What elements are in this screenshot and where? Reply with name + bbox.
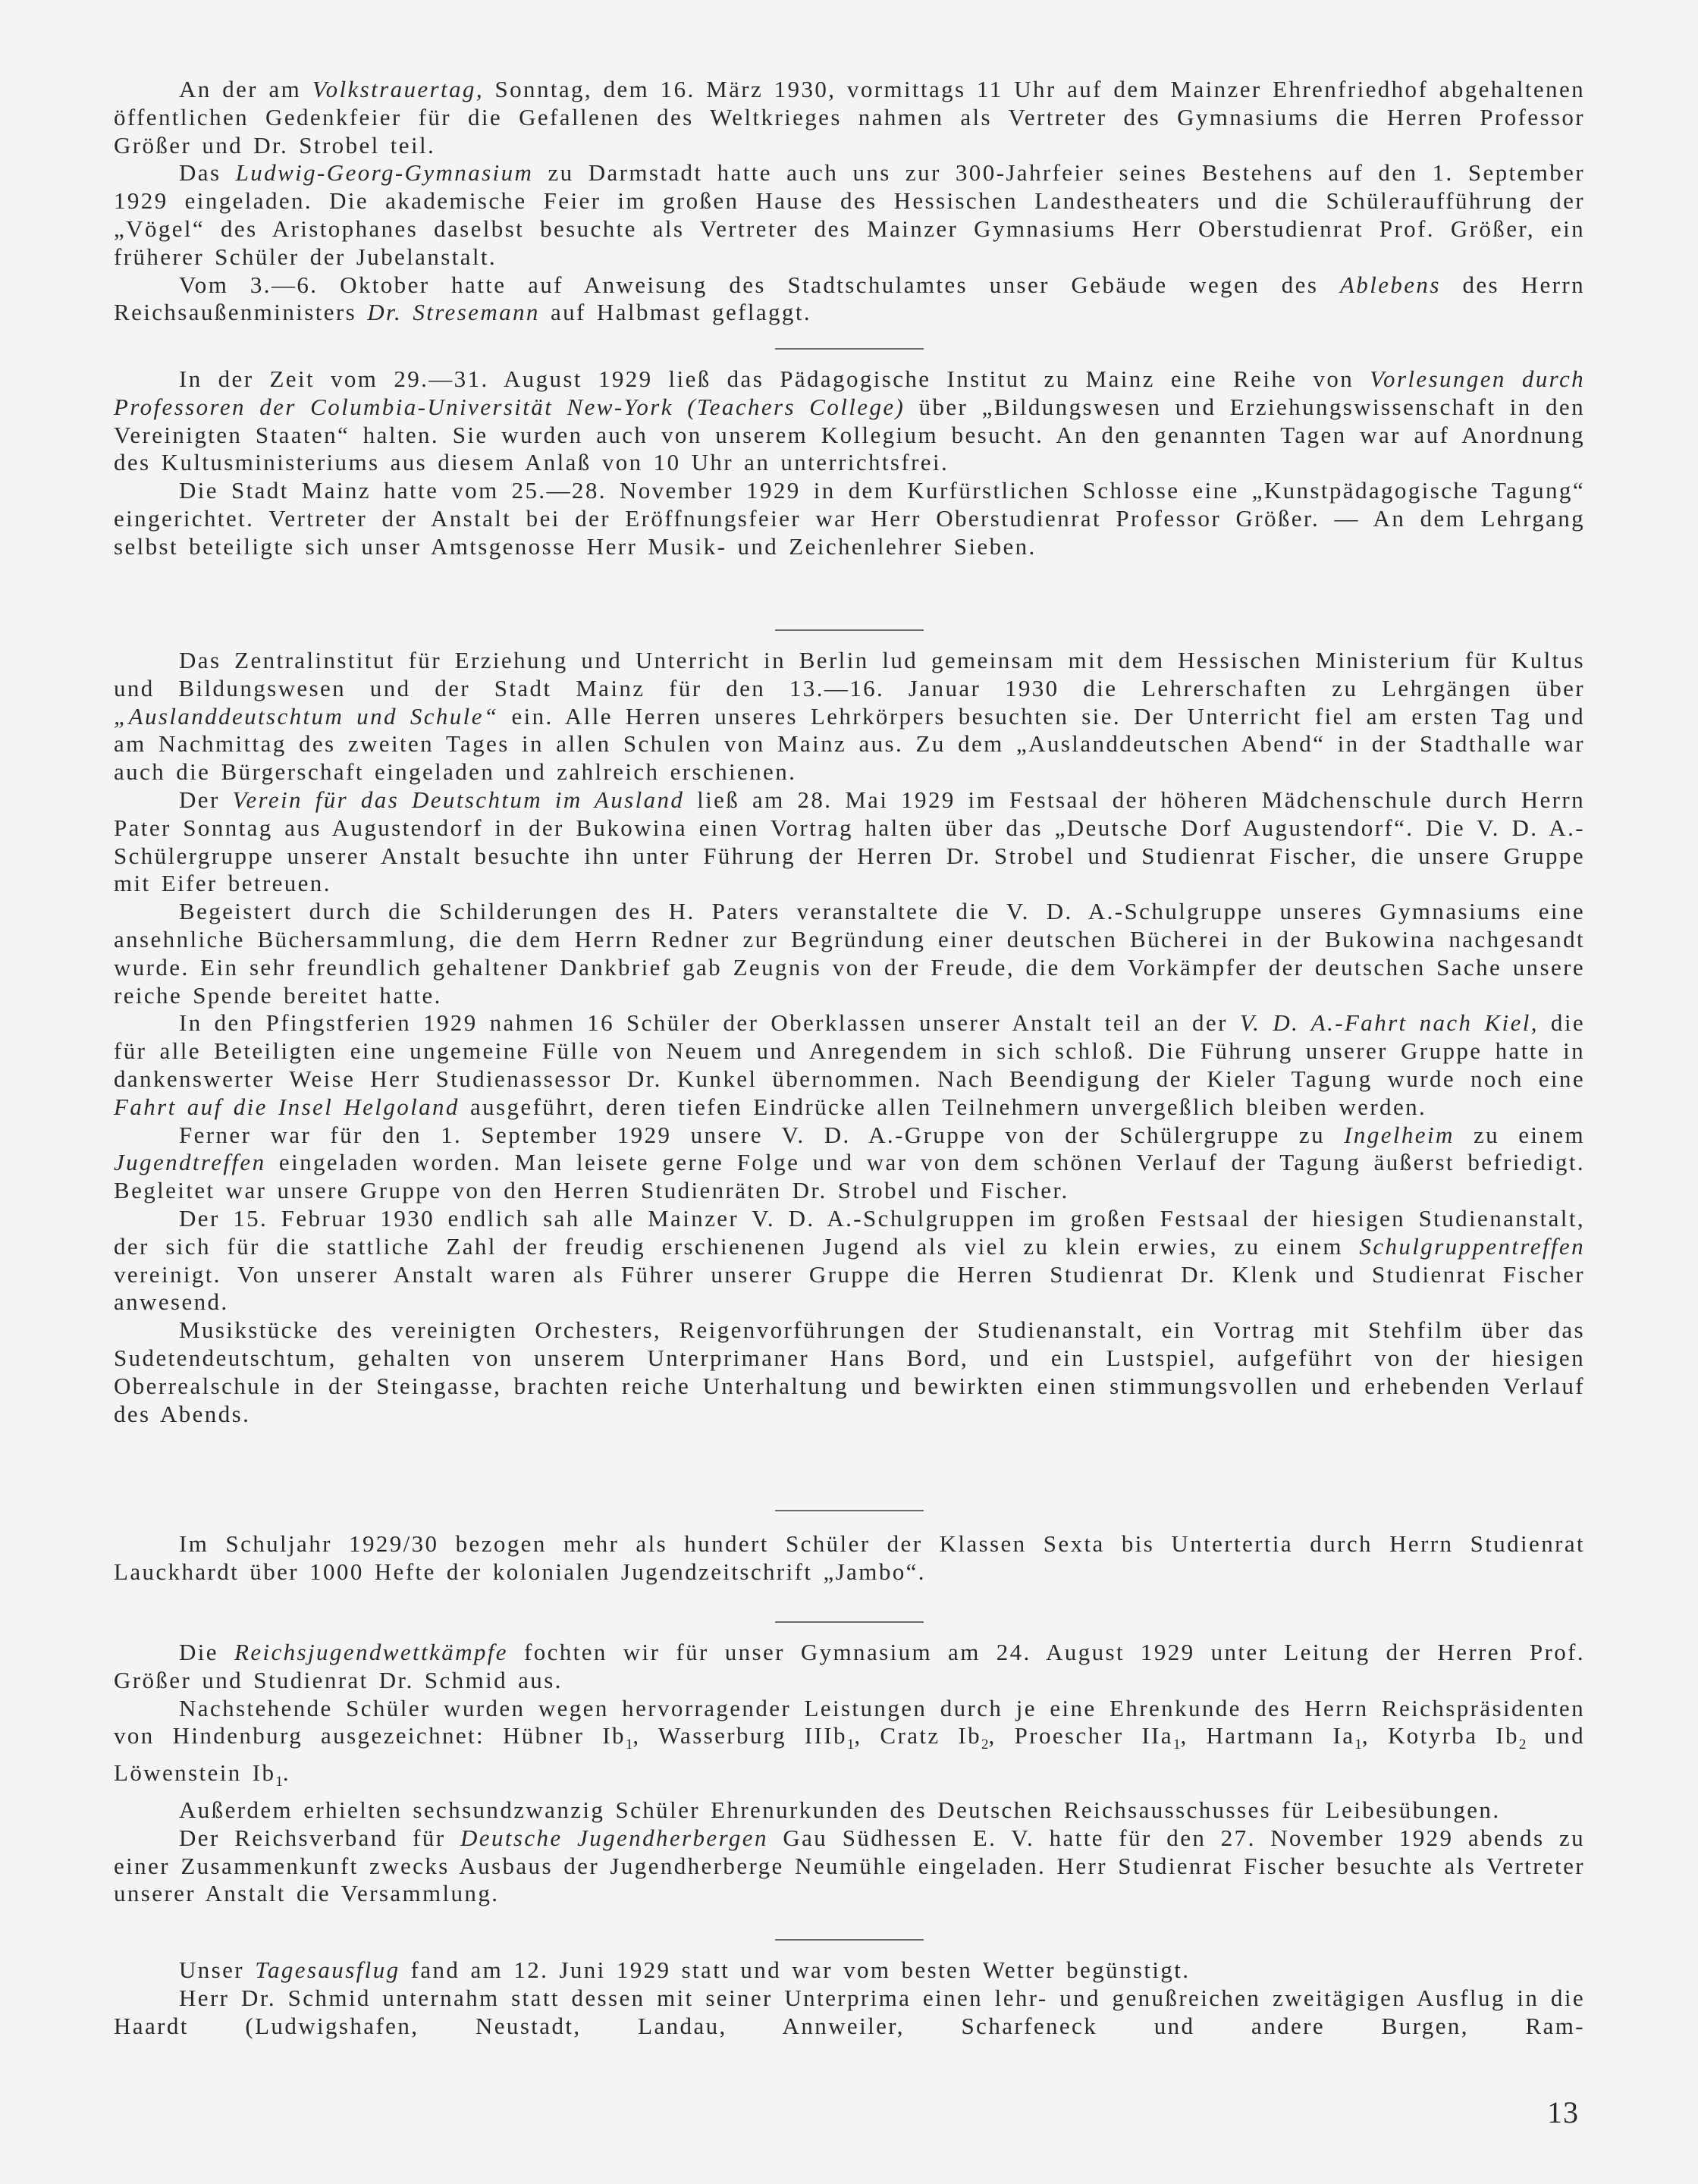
emphasis-text: Ablebens bbox=[1339, 271, 1441, 298]
paragraph bbox=[114, 1796, 1585, 1825]
body-text: zu Darmstadt hatte auch uns zur 300-Jahrfeier seines Bestehens auf den 1. September 1929 eingeladen. Die akademische Feier im großen Hause des Hessischen Landestheaters und die Schüleraufführung der „Vögel“ des Aristophanes daselbst besuchte als Vertreter des Mainzer Gymnasiums Herr Oberstudienrat Prof. Größer, ein früherer Schüler der Jubelanstalt. bbox=[114, 159, 1586, 270]
body-text: In der Zeit vom 29.—31. August 1929 ließ das Pädagogische Institut zu Mainz eine Reihe von bbox=[179, 366, 1370, 392]
section-jambo bbox=[114, 1530, 1585, 1586]
section-divider bbox=[775, 1510, 924, 1511]
body-text: , Kotyrba Ib bbox=[1361, 1722, 1519, 1749]
body-text: Musikstücke des vereinigten Orchesters, Reigenvorführungen der Studienanstalt, ein Vortrag mit Stehfilm über das Sudetendeutschtum, gehalten von unserem Unterprimaner Hans Bord, und ein Lustspiel, aufgeführt von der hiesigen Oberrealschule in der Steingasse, brachten reiche Unterhaltung und bewirkten einen stimmungsvollen und erhebenden Verlauf des Abends. bbox=[114, 1316, 1585, 1427]
paragraph bbox=[114, 1639, 1585, 1695]
paragraph bbox=[114, 1825, 1585, 1908]
body-text: fochten wir für unser Gymnasium am 24. August 1929 unter Leitung der Herren Prof. Größer und Studienrat Dr. Schmid aus. bbox=[114, 1639, 1585, 1693]
paragraph bbox=[114, 898, 1585, 1009]
body-text: Ferner war für den 1. September 1929 unsere V. D. A.-Gruppe von der Schülergruppe zu bbox=[179, 1121, 1345, 1148]
body-text: ein. Alle Herren unseres Lehrkörpers besuchten sie. Der Unterricht fiel am ersten Tag und am Nachmittag des zweiten Tages in allen Schulen von Mainz aus. Zu dem „Auslanddeutschen Abend“ in der Stadthalle war auch die Bürgerschaft eingeladen und zahlreich erschienen. bbox=[114, 702, 1585, 786]
body-text: fand am 12. Juni 1929 statt und war vom besten Wetter begünstigt. bbox=[400, 1956, 1191, 1983]
emphasis-text: Tagesausflug bbox=[255, 1956, 400, 1983]
class-subscript: 1 bbox=[1172, 1737, 1181, 1753]
body-text: , Cratz Ib bbox=[854, 1722, 982, 1749]
emphasis-text: Jugendtreffen bbox=[114, 1149, 266, 1176]
emphasis-text: Volkstrauertag, bbox=[312, 76, 484, 102]
body-text: und Löwenstein Ib bbox=[114, 1722, 1585, 1787]
paragraph bbox=[114, 477, 1585, 560]
body-text: des Herrn Reichsaußenministers bbox=[114, 271, 1585, 326]
section-vorlesungen bbox=[114, 366, 1585, 561]
section-tagesausflug bbox=[114, 1956, 1585, 2040]
paragraph bbox=[114, 1205, 1585, 1316]
body-text: , Hartmann Ia bbox=[1180, 1722, 1355, 1749]
body-text: Außerdem erhielten sechsundzwanzig Schüler Ehrenurkunden des Deutschen Reichsausschusses für Leibesübungen. bbox=[179, 1796, 1501, 1823]
body-text: Die bbox=[179, 1639, 234, 1665]
emphasis-text: Fahrt auf die Insel Helgoland bbox=[114, 1093, 460, 1120]
emphasis-text: Ludwig-Georg-Gymnasium bbox=[235, 159, 534, 187]
body-text: Begeistert durch die Schilderungen des H. Paters veranstaltete die V. D. A.-Schulgruppe unseres Gymnasiums eine ansehnliche Büchersammlung, die dem Herrn Redner zur Begründung einer deutschen Bücherei in der Bukowina nachgesandt wurde. Ein sehr freundlich gehaltener Dankbrief gab Zeugnis von der Freude, die dem Vorkämpfer der deutschen Sache unsere reiche Spende bereitet hatte. bbox=[114, 898, 1585, 1009]
page-number: 13 bbox=[1547, 2095, 1579, 2129]
paragraph bbox=[114, 76, 1585, 159]
body-text: die für alle Beteiligten eine ungemeine Fülle von Neuem und Anregendem in sich schloß. Die Führung unserer Gruppe hatte in dankenswerter Weise Herr Studienassessor Dr. Kunkel übernommen. Nach Beendigung der Kieler Tagung wurde noch eine bbox=[114, 1009, 1586, 1092]
paragraph bbox=[114, 159, 1585, 271]
body-text: zu einem bbox=[1454, 1121, 1585, 1148]
body-text: Herr Dr. Schmid unternahm statt dessen mit seiner Unterprima einen lehr- und genußreichen zweitägigen Ausflug in die Haardt (Ludwigshafen, Neustadt, Landau, Annweiler, Scharfeneck und andere Burgen, Ram- bbox=[114, 1984, 1585, 2039]
emphasis-text: Verein für das Deutschtum im Ausland bbox=[232, 786, 685, 813]
body-text: Die Stadt Mainz hatte vom 25.—28. November 1929 in dem Kurfürstlichen Schlosse eine „Kunstpädagogische Tagung“ eingerichtet. Vertreter der Anstalt bei der Eröffnungsfeier war Herr Oberstudienrat Professor Größer. — An dem Lehrgang selbst beteiligte sich unser Amtsgenosse Herr Musik- und Zeichenlehrer Sieben. bbox=[114, 477, 1585, 560]
class-subscript: 1 bbox=[275, 1774, 283, 1790]
class-subscript: 2 bbox=[1518, 1737, 1527, 1753]
body-text: . bbox=[282, 1759, 291, 1787]
emphasis-text: Schulgruppentreffen bbox=[1359, 1232, 1585, 1260]
body-text: Der 15. Februar 1930 endlich sah alle Mainzer V. D. A.-Schulgruppen im großen Festsaal der hiesigen Studienanstalt, der sich für die stattliche Zahl der freudig erschienenen Jugend als viel zu klein erwies, zu einem bbox=[114, 1204, 1585, 1260]
paragraph bbox=[114, 647, 1585, 786]
body-text: auf Halbmast geflaggt. bbox=[539, 299, 811, 326]
emphasis-text: Dr. Stresemann bbox=[367, 299, 540, 326]
body-text: Gau Südhessen E. V. hatte für den 27. November 1929 abends zu einer Zusammenkunft zwecks Ausbaus der Jugendherberge Neumühle eingeladen. Herr Studienrat Fischer besuchte als Vertreter unserer Anstalt die Versammlung. bbox=[114, 1824, 1585, 1907]
body-text: Unser bbox=[179, 1956, 256, 1983]
emphasis-text: Vorlesungen durch Professoren der Columbia-Universität New-York (Teachers College) bbox=[114, 366, 1586, 420]
body-text: Der Reichsverband für bbox=[179, 1824, 460, 1851]
body-text: ausgeführt, deren tiefen Eindrücke allen Teilnehmern unvergeßlich bleiben werden. bbox=[459, 1093, 1427, 1120]
body-text: , Wasserburg IIIb bbox=[632, 1722, 847, 1749]
class-subscript: 1 bbox=[846, 1737, 855, 1753]
emphasis-text: „Auslanddeutschtum und Schule“ bbox=[114, 702, 499, 730]
body-text: Nachstehende Schüler wurden wegen hervorragender Leistungen durch je eine Ehrenkunde des Herrn Reichspräsidenten von Hindenburg ausgezeichnet: Hübner Ib bbox=[114, 1694, 1585, 1749]
body-text: Vom 3.—6. Oktober hatte auf Anweisung des Stadtschulamtes unser Gebäude wegen des bbox=[179, 271, 1340, 298]
paragraph bbox=[114, 1985, 1585, 2041]
emphasis-text: Reichsjugendwettkämpfe bbox=[234, 1639, 508, 1665]
section-reichsjugendwettkaempfe bbox=[114, 1639, 1585, 1908]
paragraph bbox=[114, 1695, 1585, 1796]
emphasis-text: Deutsche Jugendherbergen bbox=[460, 1824, 768, 1851]
paragraph bbox=[114, 1530, 1585, 1586]
class-subscript: 1 bbox=[1354, 1737, 1362, 1753]
section-divider bbox=[775, 348, 924, 350]
paragraph bbox=[114, 1956, 1585, 1985]
paragraph bbox=[114, 786, 1585, 898]
body-text: Sonntag, dem 16. März 1930, vormittags 11 Uhr auf dem Mainzer Ehrenfriedhof abgehaltenen öffentlichen Gedenkfeier für die Gefallenen des Weltkrieges nahmen als Vertreter des Gymnasiums die Herren Professor Größer und Dr. Strobel teil. bbox=[114, 76, 1585, 158]
paragraph bbox=[114, 1122, 1585, 1205]
section-divider bbox=[775, 1621, 924, 1623]
section-auslanddeutschtum bbox=[114, 647, 1585, 1428]
paragraph bbox=[114, 366, 1585, 477]
section-gedenkfeier bbox=[114, 76, 1585, 327]
paragraph bbox=[114, 1316, 1585, 1428]
section-divider bbox=[775, 1939, 924, 1941]
emphasis-text: Ingelheim bbox=[1344, 1121, 1455, 1148]
class-subscript: 2 bbox=[981, 1737, 989, 1753]
body-text: Das Zentralinstitut für Erziehung und Unterricht in Berlin lud gemeinsam mit dem Hessischen Ministerium für Kultus und Bildungswesen und der Stadt Mainz für den 13.—16. Januar 1930 die Lehrerschaften zu Lehrgängen über bbox=[114, 647, 1585, 701]
body-text: An der am bbox=[179, 76, 312, 102]
body-text: , Proescher IIa bbox=[988, 1722, 1173, 1749]
paragraph bbox=[114, 1009, 1585, 1121]
class-subscript: 1 bbox=[625, 1737, 633, 1753]
paragraph bbox=[114, 271, 1585, 328]
body-text: Der bbox=[179, 786, 233, 813]
body-text: eingeladen worden. Man leisete gerne Folge und war von dem schönen Verlauf der Tagung äußerst befriedigt. Begleitet war unsere Gruppe von den Herren Studienräten Dr. Strobel und Fischer. bbox=[114, 1149, 1585, 1204]
body-text: ließ am 28. Mai 1929 im Festsaal der höheren Mädchenschule durch Herrn Pater Sonntag aus Augustendorf in der Bukowina einen Vortrag halten über das „Deutsche Dorf Augustendorf“. Die V. D. A.-Schülergruppe unserer Anstalt besuchte ihn unter Führung der Herren Dr. Strobel und Studienrat Fischer, die unsere Gruppe mit Eifer betreuen. bbox=[114, 786, 1585, 897]
body-text: vereinigt. Von unserer Anstalt waren als Führer unserer Gruppe die Herren Studienrat Dr. Klenk und Studienrat Fischer anwesend. bbox=[114, 1260, 1585, 1316]
body-text: über „Bildungswesen und Erziehungswissenschaft in den Vereinigten Staaten“ halten. Sie wurden auch von unserem Kollegium besucht. An den genannten Tagen war auf Anordnung des Kultusministeriums aus diesem Anlaß von 10 Uhr an unterrichtsfrei. bbox=[114, 393, 1585, 476]
section-divider bbox=[775, 629, 924, 631]
body-text: Das bbox=[179, 159, 236, 187]
emphasis-text: V. D. A.-Fahrt nach Kiel, bbox=[1239, 1009, 1539, 1037]
body-text: Im Schuljahr 1929/30 bezogen mehr als hundert Schüler der Klassen Sexta bis Untertertia durch Herrn Studienrat Lauckhardt über 1000 Hefte der kolonialen Jugendzeitschrift „Jambo“. bbox=[114, 1530, 1585, 1585]
body-text: In den Pfingstferien 1929 nahmen 16 Schüler der Oberklassen unserer Anstalt teil an der bbox=[179, 1009, 1240, 1037]
